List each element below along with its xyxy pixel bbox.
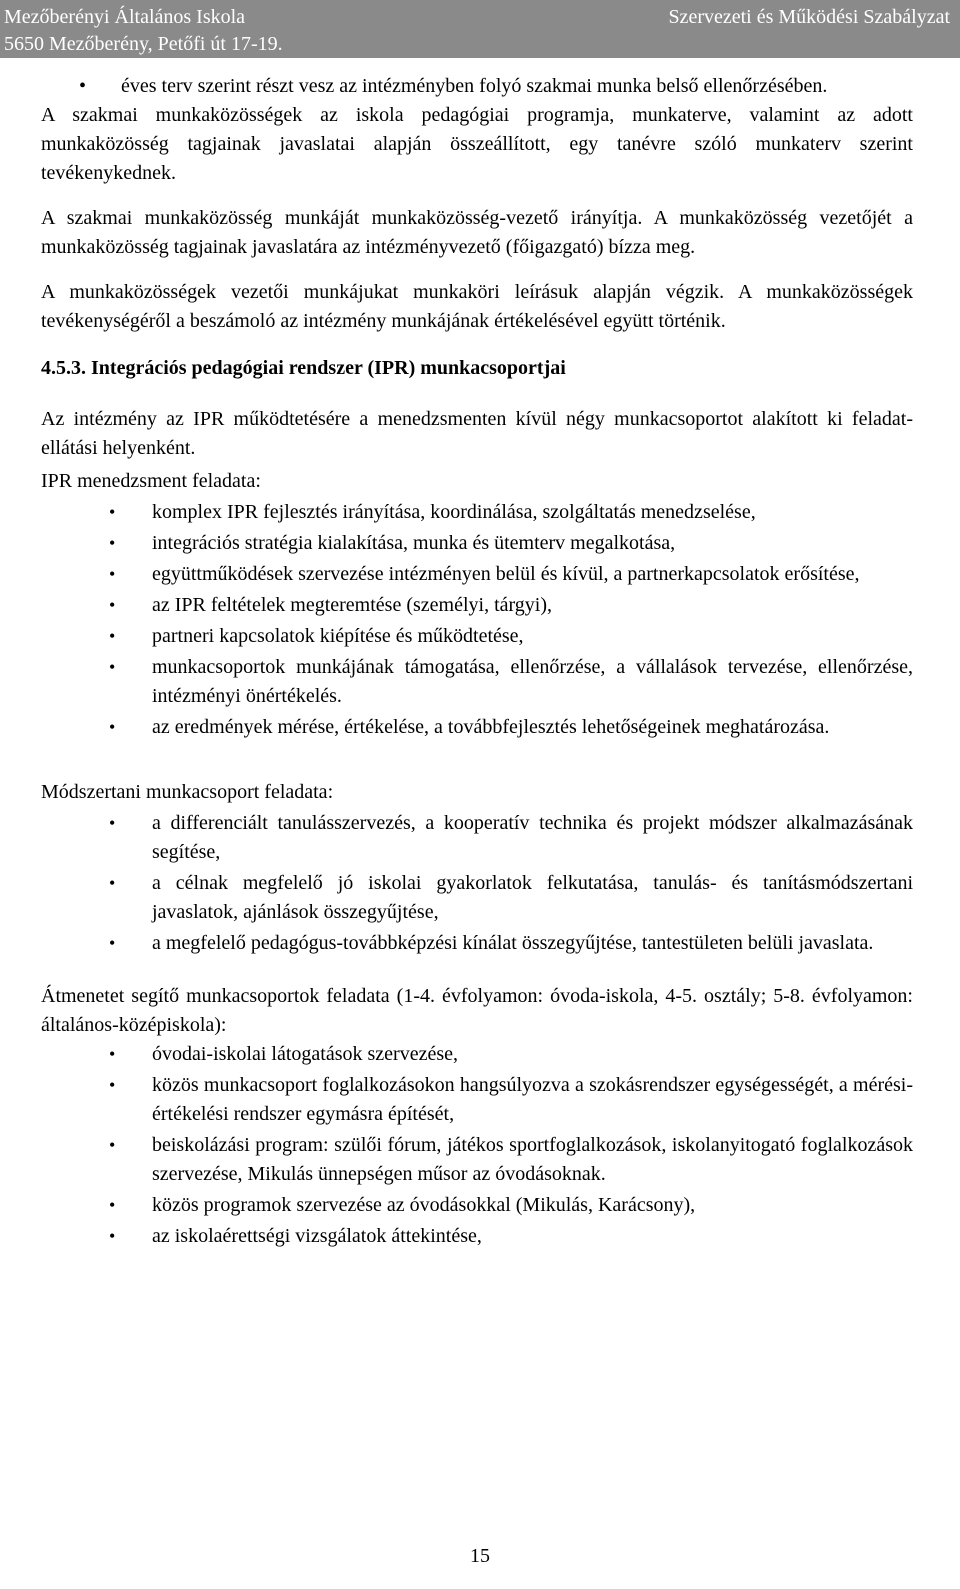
bullet-icon: • [109, 1135, 116, 1155]
bullet-text: éves terv szerint részt vesz az intézményben folyó szakmai munka belső ellenőrzésében. [121, 75, 828, 97]
bullet-icon: • [109, 873, 116, 893]
bullet-icon: • [109, 1195, 116, 1215]
group-label-ipr-management: IPR menedzsment feladata: [41, 470, 261, 492]
list-item: • beiskolázási program: szülői fórum, játékos sportfoglalkozások, iskolanyitogató foglalkozások szervezése, Mikulás ünnepségen műsor az óvodásoknak. [41, 1131, 913, 1189]
header-document-title: Szervezeti és Működési Szabályzat [668, 6, 950, 28]
list-item: • a differenciált tanulásszervezés, a kooperatív technika és projekt módszer alkalmazásának segítése, [41, 809, 913, 867]
paragraph: A szakmai munkaközösség munkáját munkaközösség-vezető irányítja. A munkaközösség vezetőjét a munkaközösség tagjainak javaslatára az intézményvezető (főigazgató) bízza meg. [41, 207, 913, 258]
bullet-icon: • [109, 533, 116, 553]
list-item: • az IPR feltételek megteremtése (személyi, tárgyi), [41, 591, 913, 620]
list-item: • a megfelelő pedagógus-továbbképzési kínálat összegyűjtése, tantestületen belüli javaslata. [41, 929, 913, 958]
paragraph: A szakmai munkaközösségek az iskola pedagógiai programja, munkaterve, valamint az adott munkaközösség tagjainak javaslatai alapján összeállított, egy tanévre szóló munkaterv szerint tevékenykednek. [41, 104, 913, 184]
list-item: • a célnak megfelelő jó iskolai gyakorlatok felkutatása, tanulás- és tanításmódszertani javaslatok, ajánlások összegyűjtése, [41, 869, 913, 927]
list-item: • az iskolaérettségi vizsgálatok áttekintése, [41, 1222, 913, 1251]
continuation-bullet-item [41, 72, 913, 101]
bullet-icon: • [109, 595, 116, 615]
group-label-transition: Átmenetet segítő munkacsoportok feladata (1-4. évfolyamon: óvoda-iskola, 4-5. osztály; 5-8. évfolyamon: általános-középiskola): [41, 985, 913, 1036]
page-content [41, 72, 913, 1253]
bullet-icon: • [109, 1044, 116, 1064]
paragraph: A munkaközösségek vezetői munkájukat munkaköri leírásuk alapján végzik. A munkaközösségek tevékenységéről a beszámoló az intézmény munkájának értékelésével együtt történik. [41, 281, 913, 332]
bullet-icon: • [109, 717, 116, 737]
bullet-icon: • [109, 564, 116, 584]
bullet-list-methodology [41, 809, 913, 958]
list-item: • együttműködések szervezése intézményen belül és kívül, a partnerkapcsolatok erősítése, [41, 560, 913, 589]
bullet-icon: • [109, 657, 116, 677]
bullet-list-ipr-management [41, 498, 913, 742]
bullet-icon: • [109, 502, 116, 522]
header-address: 5650 Mezőberény, Petőfi út 17-19. [4, 33, 283, 55]
list-item: • komplex IPR fejlesztés irányítása, koordinálása, szolgáltatás menedzselése, [41, 498, 913, 527]
section-heading: 4.5.3. Integrációs pedagógiai rendszer (IPR) munkacsoportjai [41, 357, 566, 379]
header-school-name: Mezőberényi Általános Iskola [4, 6, 246, 28]
group-label-methodology: Módszertani munkacsoport feladata: [41, 781, 334, 803]
list-item: • munkacsoportok munkájának támogatása, ellenőrzése, a vállalások tervezése, ellenőrzése, intézményi önértékelés. [41, 653, 913, 711]
list-item: • az eredmények mérése, értékelése, a továbbfejlesztés lehetőségeinek meghatározása. [41, 713, 913, 742]
page-header [0, 0, 960, 58]
list-item: • közös programok szervezése az óvodásokkal (Mikulás, Karácsony), [41, 1191, 913, 1220]
section-intro: Az intézmény az IPR működtetésére a menedzsmenten kívül négy munkacsoportot alakított ki feladat-ellátási helyenként. [41, 408, 913, 459]
list-item: • óvodai-iskolai látogatások szervezése, [41, 1040, 913, 1069]
bullet-icon: • [109, 813, 116, 833]
bullet-icon: • [109, 626, 116, 646]
bullet-icon: • [109, 1075, 116, 1095]
list-item: • partneri kapcsolatok kiépítése és működtetése, [41, 622, 913, 651]
bullet-list-transition [41, 1040, 913, 1251]
page-number: 15 [470, 1545, 490, 1567]
list-item: • integrációs stratégia kialakítása, munka és ütemterv megalkotása, [41, 529, 913, 558]
bullet-icon: • [109, 933, 116, 953]
list-item: • közös munkacsoport foglalkozásokon hangsúlyozva a szokásrendszer egységességét, a mérési-értékelési rendszer egymásra építését, [41, 1071, 913, 1129]
bullet-icon: • [109, 1226, 116, 1246]
bullet-icon: • [79, 75, 87, 97]
